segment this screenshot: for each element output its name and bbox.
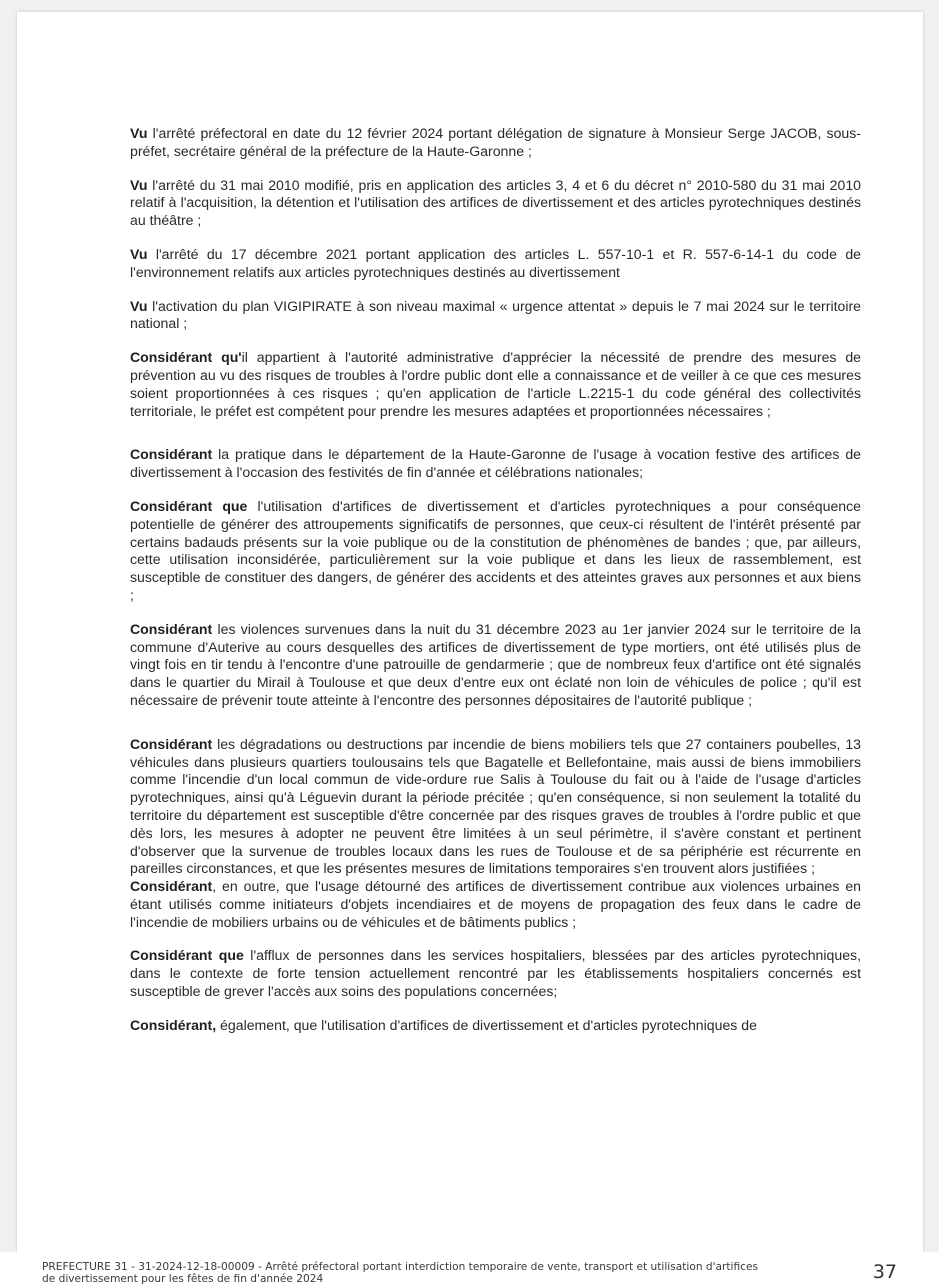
paragraph-text: l'arrêté préfectoral en date du 12 février 2024 portant délégation de signature à Monsieur Serge JACOB, sous-préfet, secrétaire général de la préfecture de la Haute-Garonne ; <box>130 125 861 159</box>
paragraph-text: également, que l'utilisation d'artifices de divertissement et d'articles pyrotechniques de <box>216 1016 757 1033</box>
footer-reference: PREFECTURE 31 - 31-2024-12-18-00009 - Arrêté préfectoral portant interdiction temporaire de vente, transport et utilisation d'artifices de divertissement pour les fêtes de fin d'année 2024 <box>42 1261 759 1285</box>
paragraph-lead: Considérant, <box>130 1016 217 1033</box>
paragraph-vu-arrete-2010 <box>130 177 861 230</box>
paragraph-text: il appartient à l'autorité administrative d'apprécier la nécessité de prendre des mesures de prévention au vu des risques de troubles à l'ordre public dont elle a connaissance et de veiller à ce que ces mesures soient proportionnées à ces risques ; qu'en application de l'article L.2215-1 du code général des collectivités territoriale, le préfet est compétent pour prendre les mesures adaptées et proportionnées nécessaires ; <box>130 349 861 419</box>
paragraph-considerant-hospitaliers <box>130 947 861 1000</box>
paragraph-considerant-autorite <box>130 349 861 420</box>
paragraph-text: , en outre, que l'usage détourné des artifices de divertissement contribue aux violences urbaines en étant utilisés comme initiateurs d'objets incendiaires et de moyens de propagation des feux dans le cadre de l'incendie de mobiliers urbains ou de véhicules et de bâtiments publics ; <box>130 878 861 930</box>
paragraph-text: l'afflux de personnes dans les services hospitaliers, blessées par des articles pyrotechniques, dans le contexte de forte tension actuellement rencontré par les établissements hospitaliers concernés est susceptible de grever l'accès aux soins des populations concernées; <box>130 947 861 1000</box>
paragraph-lead: Vu <box>130 176 148 193</box>
paragraph-lead: Considérant que <box>130 497 248 514</box>
paragraph-text: l'arrêté du 17 décembre 2021 portant application des articles L. 557-10-1 et R. 557-6-14-1 du code de l'environnement relatifs aux articles pyrotechniques destinés au divertissement <box>130 245 861 280</box>
paragraph-lead: Vu <box>130 125 148 141</box>
paragraph-vu-vigipirate <box>130 298 861 334</box>
paragraph-considerant-usage-detourne <box>130 878 861 931</box>
paragraph-text: l'activation du plan VIGIPIRATE à son niveau maximal « urgence attentat » depuis le 7 mai 2024 sur le territoire national ; <box>130 297 861 332</box>
paragraph-lead: Vu <box>130 297 148 314</box>
paragraph-considerant-pratique <box>130 446 861 482</box>
paragraph-text: l'utilisation d'artifices de divertissement et d'articles pyrotechniques a pour conséquence potentielle de générer des attroupements significatifs de personnes, que ceux-ci résultent de l'intérêt présenté par certains badauds présents sur la voie publique ou de la constitution de phénomènes de bandes ; que, par ailleurs, cette utilisation inconsidérée, particulièrement sur la voie publique et dans les lieux de rassemblement, est susceptible de constituer des dangers, de générer des accidents et des atteintes graves aux personnes et aux biens ; <box>130 497 861 603</box>
paragraph-lead: Considérant <box>130 735 213 752</box>
page-number: 37 <box>872 1261 897 1283</box>
paragraph-lead: Considérant <box>130 446 213 463</box>
paragraph-lead: Considérant que <box>130 947 244 964</box>
paragraph-vu-arrete-2021 <box>130 246 861 282</box>
page-footer <box>0 1252 939 1285</box>
paragraph-text: l'arrêté du 31 mai 2010 modifié, pris en application des articles 3, 4 et 6 du décret n° 2010-580 du 31 mai 2010 relatif à l'acquisition, la détention et l'utilisation des artifices de divertissement et des articles pyrotechniques destinés au théâtre ; <box>130 176 861 229</box>
paragraph-considerant-attroupements <box>130 498 861 605</box>
paragraph-text: les dégradations ou destructions par incendie de biens mobiliers tels que 27 containers poubelles, 13 véhicules dans plusieurs quartiers toulousains tels que Bagatelle et Bellefontaine, mais aussi de biens immobiliers comme l'incendie d'un local commun de vide-ordure rue Salis à Toulouse du fait ou à l'aide de l'usage d'articles pyrotechniques, ainsi qu'à Léguevin durant la période précitée ; qu'en conséquence, si non seulement la totalité du territoire du département est susceptible d'être concernée par des risques graves de troubles à l'ordre public et que dès lors, les mesures à adopter ne peuvent être limitées à un seul périmètre, il s'avère constant et pertinent d'observer que la survenue de troubles locaux dans les rues de Toulouse et de sa périphérie est récurrente en pareilles circonstances, et que les présentes mesures de limitations temporaires s'en trouvent alors justifiées ; <box>130 735 861 877</box>
paragraph-considerant-degradations <box>130 736 861 878</box>
paragraph-considerant-violences <box>130 621 861 710</box>
paragraph-lead: Considérant qu' <box>130 349 242 366</box>
paragraph-vu-delegation <box>130 125 861 161</box>
document-page <box>17 12 923 1252</box>
paragraph-text: les violences survenues dans la nuit du 31 décembre 2023 au 1er janvier 2024 sur le territoire de la commune d'Auterive au cours desquelles des artifices de divertissement de type mortiers, ont été utilisés plus de vingt fois en tir tendu à l'encontre d'une patrouille de gendarmerie ; que de nombreux feux d'artifice ont été signalés dans le quartier du Mirail à Toulouse et que deux d'entre eux ont éclaté non loin de véhicules de police ; qu'il est nécessaire de prévenir toute atteinte à l'encontre des personnes dépositaires de l'autorité publique ; <box>130 620 861 708</box>
document-body <box>130 125 861 1051</box>
paragraph-lead: Considérant <box>130 878 213 895</box>
paragraph-lead: Vu <box>130 245 148 262</box>
paragraph-text: la pratique dans le département de la Haute-Garonne de l'usage à vocation festive des artifices de divertissement à l'occasion des festivités de fin d'année et célébrations nationales; <box>130 446 861 481</box>
paragraph-lead: Considérant <box>130 620 213 637</box>
paragraph-considerant-egalement <box>130 1017 861 1035</box>
